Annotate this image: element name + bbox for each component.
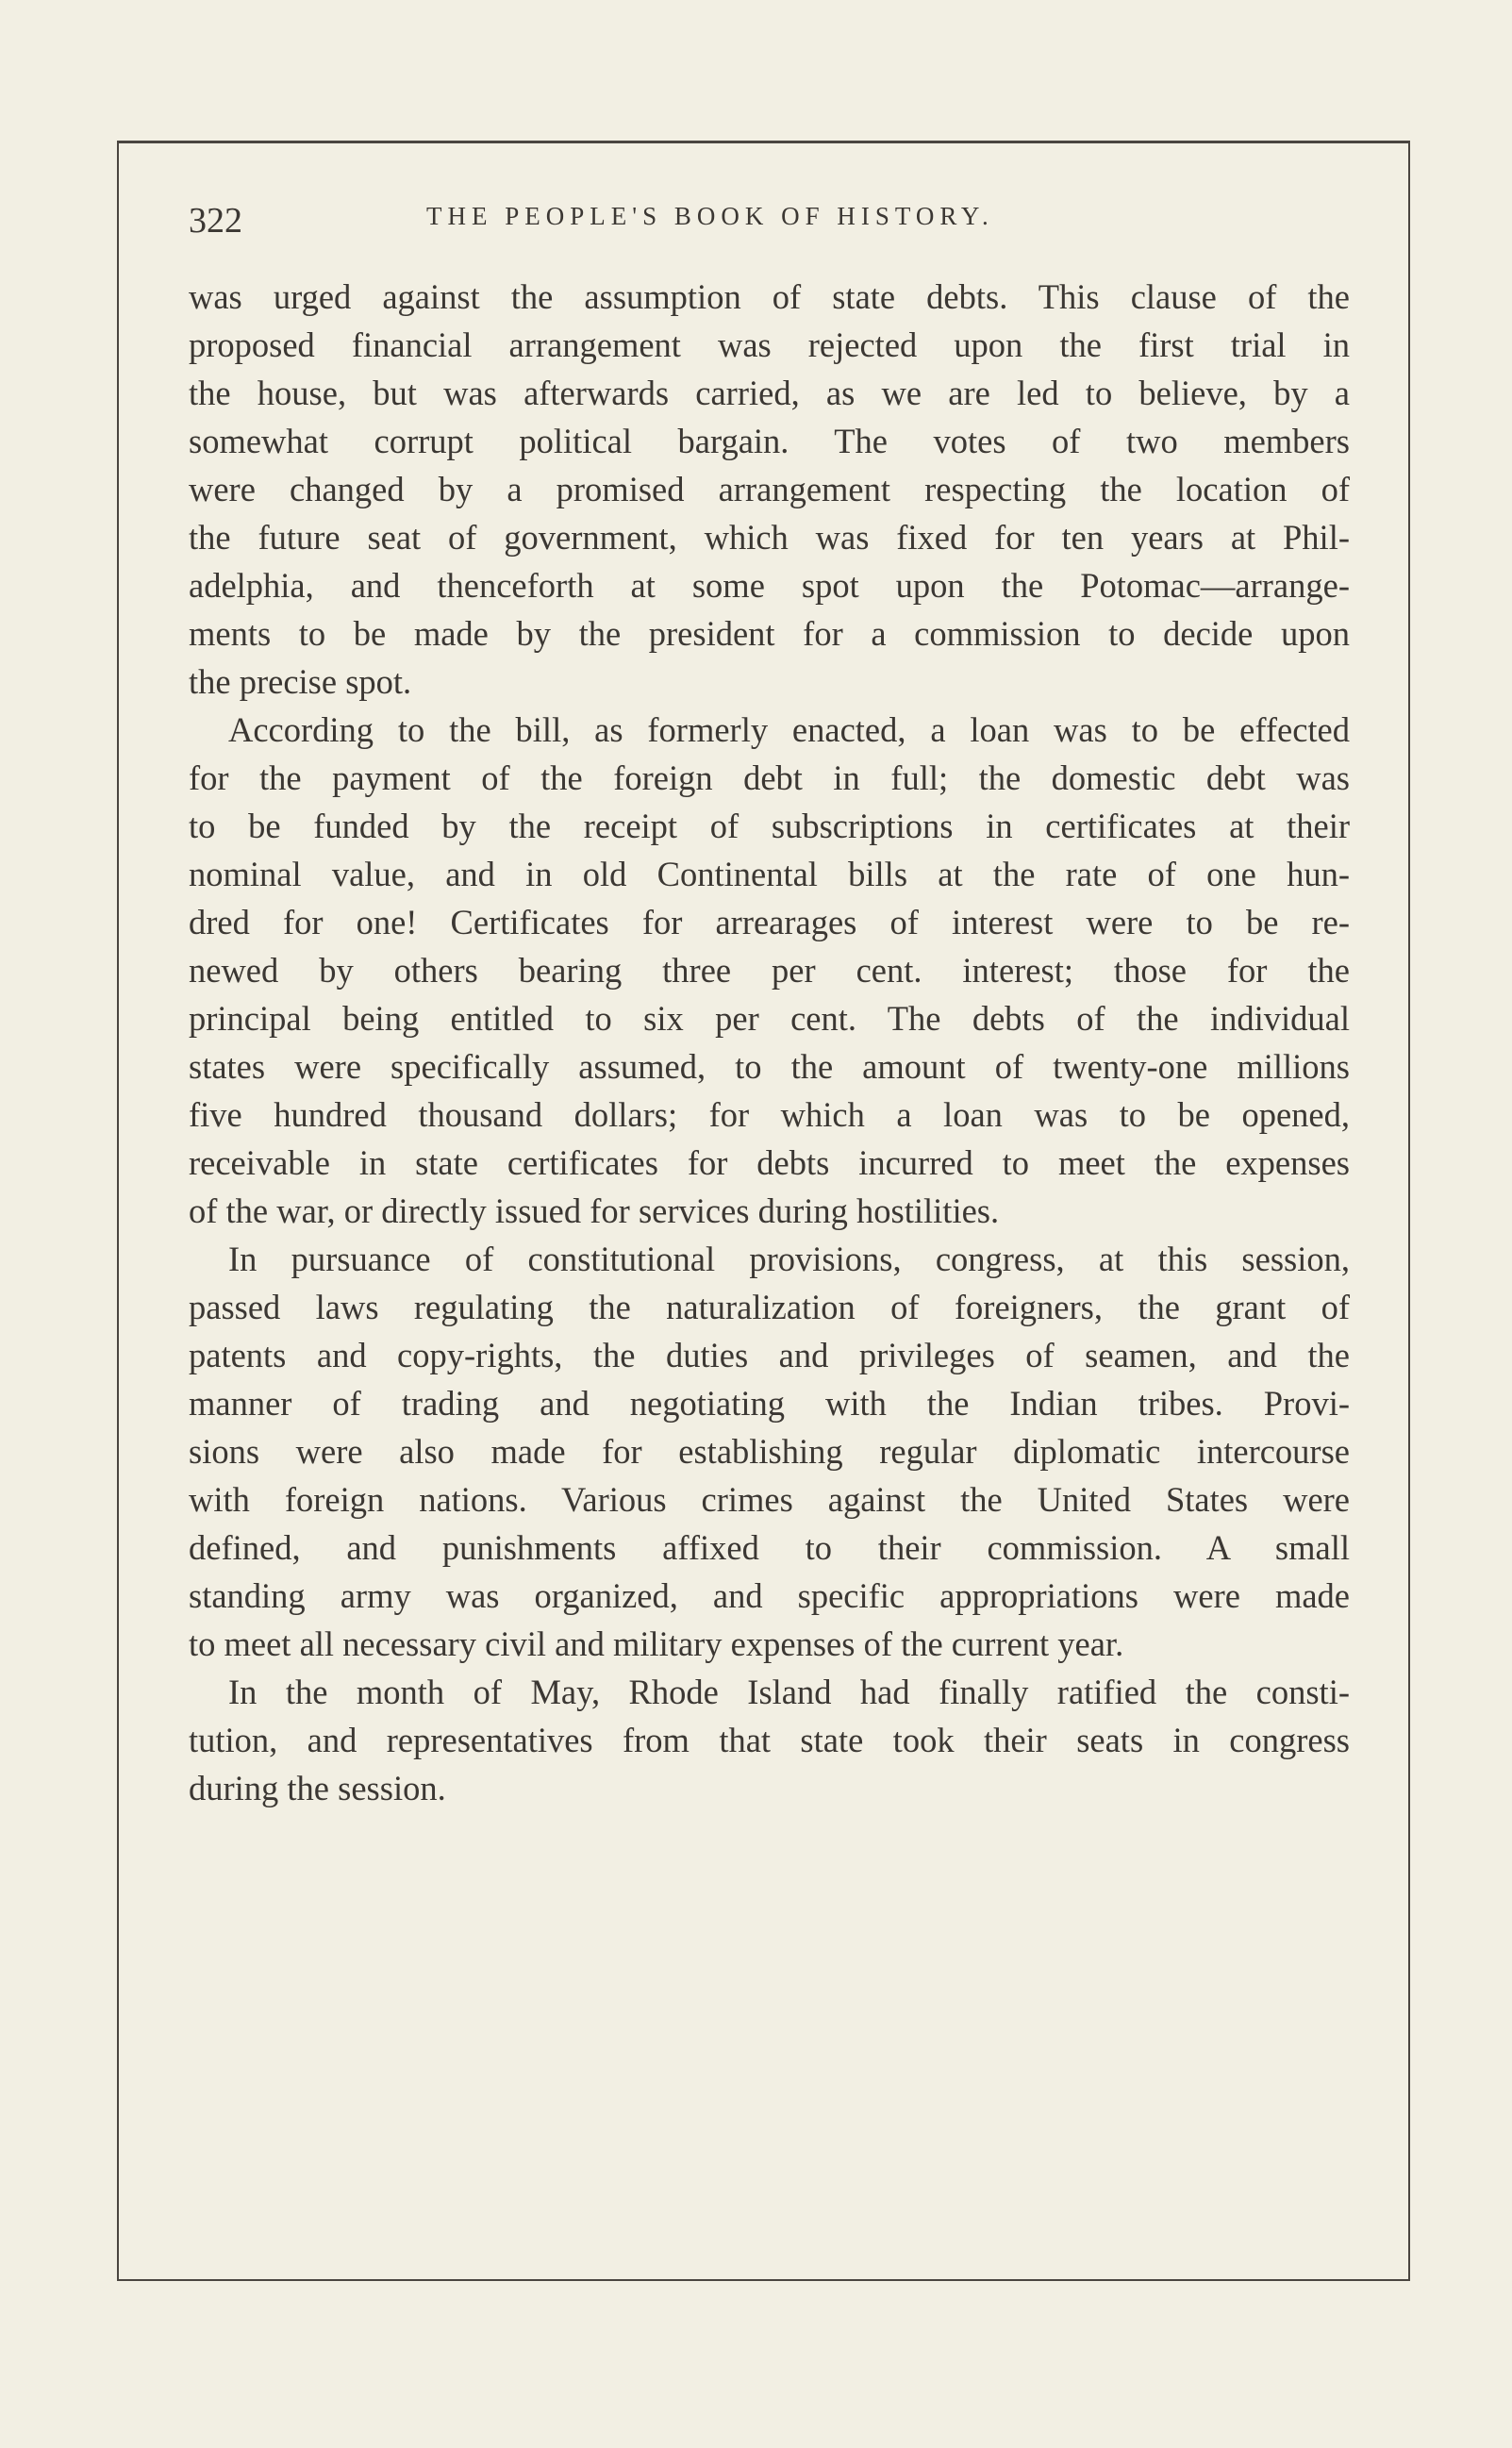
running-title: THE PEOPLE'S BOOK OF HISTORY.	[426, 202, 994, 230]
text-line: ments to be made by the president for a commission to decide upon	[189, 614, 1350, 653]
text-line: In the month of May, Rhode Island had finally ratified the consti-	[228, 1673, 1350, 1711]
text-line: were changed by a promised arrangement respecting the location of	[189, 470, 1350, 508]
text-line: was urged against the assumption of state debts. This clause of the	[189, 277, 1350, 316]
text-line: to be funded by the receipt of subscriptions in certificates at their	[189, 807, 1350, 845]
text-line: dred for one! Certificates for arrearages of interest were to be re-	[189, 903, 1350, 941]
paragraph	[189, 706, 1350, 1235]
text-line: standing army was organized, and specific appropriations were made	[189, 1576, 1350, 1615]
text-line: tution, and representatives from that state took their seats in congress	[189, 1721, 1350, 1759]
text-line: of the war, or directly issued for services during hostilities.	[189, 1191, 1000, 1230]
paragraph	[189, 1668, 1350, 1812]
text-line: In pursuance of constitutional provisions, congress, at this session,	[228, 1240, 1350, 1278]
text-line: passed laws regulating the naturalization of foreigners, the grant of	[189, 1288, 1350, 1326]
paragraph	[189, 273, 1350, 706]
text-line: receivable in state certificates for debts incurred to meet the expenses	[189, 1143, 1350, 1182]
text-line: adelphia, and thenceforth at some spot upon the Potomac—arrange-	[189, 566, 1350, 605]
text-line: states were specifically assumed, to the amount of twenty-one millions	[189, 1047, 1350, 1086]
text-line: somewhat corrupt political bargain. The votes of two members	[189, 422, 1350, 460]
text-line: defined, and punishments affixed to their commission. A small	[189, 1528, 1350, 1567]
text-line: five hundred thousand dollars; for which a loan was to be opened,	[189, 1095, 1350, 1134]
text-line: nominal value, and in old Continental bills at the rate of one hun-	[189, 855, 1350, 893]
body-text	[189, 273, 1350, 1812]
text-line: the precise spot.	[189, 662, 412, 701]
text-line: newed by others bearing three per cent. interest; those for the	[189, 951, 1350, 990]
text-line: patents and copy-rights, the duties and privileges of seamen, and the	[189, 1336, 1350, 1374]
text-line: the house, but was afterwards carried, as we are led to believe, by a	[189, 374, 1350, 412]
text-line: for the payment of the foreign debt in full; the domestic debt was	[189, 758, 1350, 797]
text-line: to meet all necessary civil and military expenses of the current year.	[189, 1624, 1124, 1663]
text-line: sions were also made for establishing regular diplomatic intercourse	[189, 1432, 1350, 1471]
page-number: 322	[189, 201, 242, 241]
text-line: According to the bill, as formerly enacted, a loan was to be effected	[228, 710, 1350, 749]
text-line: with foreign nations. Various crimes against the United States were	[189, 1480, 1350, 1519]
text-line: proposed financial arrangement was rejected upon the first trial in	[189, 325, 1350, 364]
text-line: principal being entitled to six per cent. The debts of the individual	[189, 999, 1350, 1038]
text-line: manner of trading and negotiating with the Indian tribes. Provi-	[189, 1384, 1350, 1423]
text-line: during the session.	[189, 1769, 446, 1807]
paragraph	[189, 1235, 1350, 1668]
text-line: the future seat of government, which was fixed for ten years at Phil-	[189, 518, 1350, 557]
